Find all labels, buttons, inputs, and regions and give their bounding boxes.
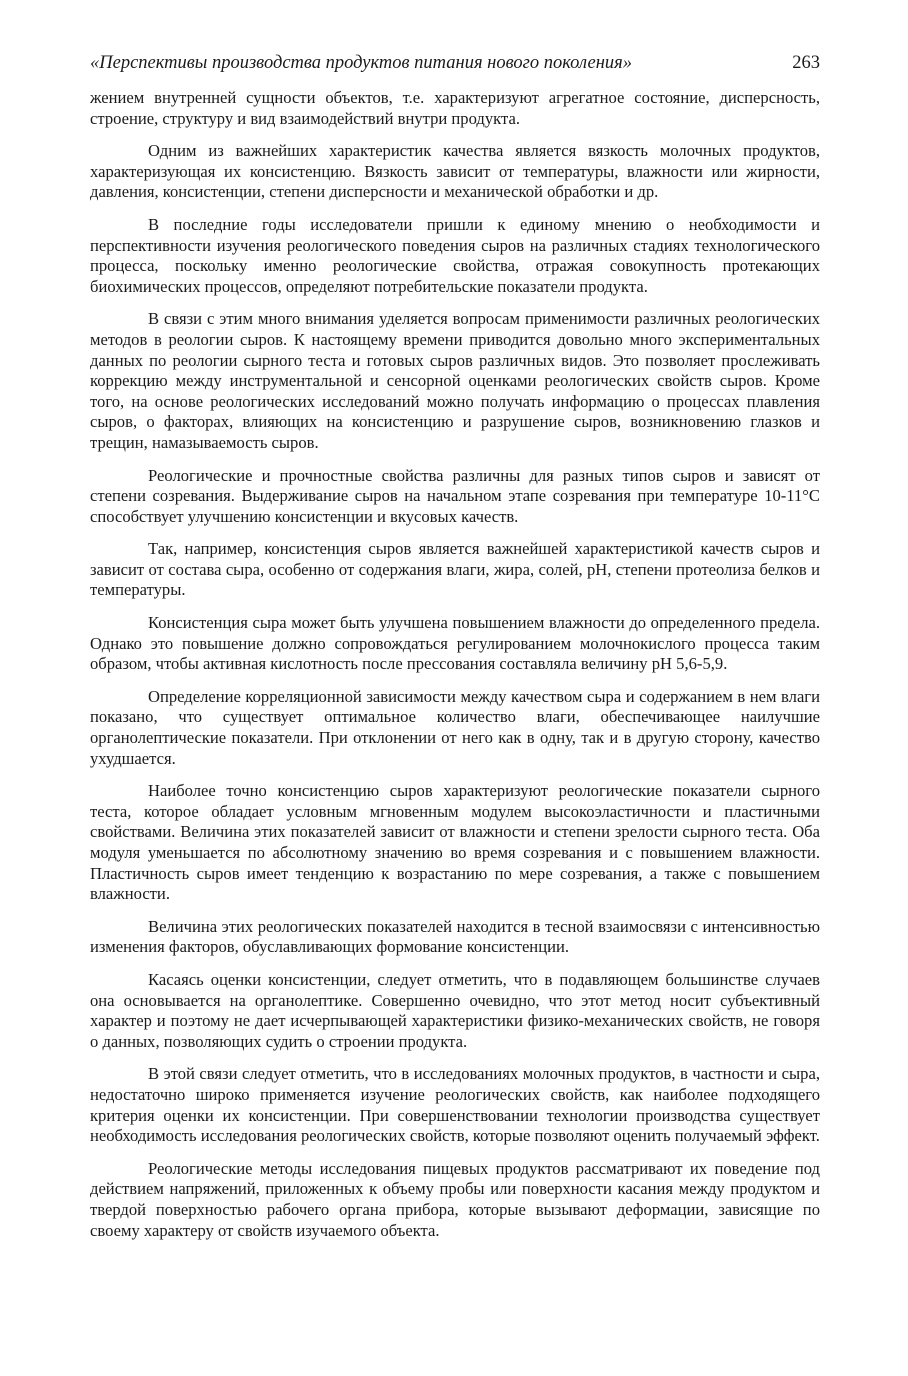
- running-header-title: «Перспективы производства продуктов питания нового поколения»: [90, 53, 632, 73]
- paragraph: Реологические и прочностные свойства различны для разных типов сыров и зависят от степени созревания. Выдерживание сыров на начальном этапе созревания при температуре 10-11°С способствует улучшению консистенции и вкусовых качеств.: [90, 465, 820, 526]
- body-text: [90, 88, 820, 1241]
- paragraph: В этой связи следует отметить, что в исследованиях молочных продуктов, в частности и сыра, недостаточно широко применяется изучение реологических свойств, как наиболее подходящего критерия оценки их консистенции. При совершенствовании технологии производства существует необходимость исследования реологических свойств, которые позволяют оценить получаемый эффект.: [90, 1064, 820, 1146]
- paragraph: Одним из важнейших характеристик качества является вязкость молочных продуктов, характеризующая их консистенцию. Вязкость зависит от температуры, влажности или жирности, давления, консистенции, степени дисперсности и механической обработки и др.: [90, 141, 820, 202]
- paragraph: Так, например, консистенция сыров является важнейшей характеристикой качеств сыров и зависит от состава сыра, особенно от содержания влаги, жира, солей, pH, степени протеолиза белков и температуры.: [90, 539, 820, 600]
- paragraph: Консистенция сыра может быть улучшена повышением влажности до определенного предела. Однако это повышение должно сопровождаться регулированием молочнокислого процесса таким образом, чтобы активная кислотность после прессования составляла величину pH 5,6-5,9.: [90, 613, 820, 674]
- paragraph: Величина этих реологических показателей находится в тесной взаимосвязи с интенсивностью изменения факторов, обуславливающих формование консистенции.: [90, 916, 820, 957]
- paragraph: В связи с этим много внимания уделяется вопросам применимости различных реологических методов в реологии сыров. К настоящему времени приводится довольно много экспериментальных данных по реологии сырного теста и готовых сыров различных видов. Это позволяет прослеживать коррекцию между инструментальной и сенсорной оценками реологических свойств сыров. Кроме того, на основе реологических исследований можно получать информацию о процессах плавления сыров, о факторах, влияющих на консистенцию и разрушение сыров, возникновению глазков и трещин, намазываемость сыров.: [90, 309, 820, 452]
- page-number: 263: [792, 53, 820, 73]
- paragraph: Касаясь оценки консистенции, следует отметить, что в подавляющем большинстве случаев она основывается на органолептике. Совершенно очевидно, что этот метод носит субъективный характер и поэтому не дает исчерпывающей характеристики физико-механических свойств, не говоря о данных, позволяющих судить о строении продукта.: [90, 969, 820, 1051]
- paragraph: Наиболее точно консистенцию сыров характеризуют реологические показатели сырного теста, которое обладает условным мгновенным модулем высокоэластичности и пластичными свойствами. Величина этих показателей зависит от влажности и степени зрелости сырного теста. Оба модуля уменьшается по абсолютному значению во время созревания и с повышением влажности. Пластичность сыров имеет тенденцию к возрастанию по мере созревания, а также с повышением влажности.: [90, 781, 820, 904]
- paragraph: Определение корреляционной зависимости между качеством сыра и содержанием в нем влаги показано, что существует оптимальное количество влаги, обеспечивающее наилучшие органолептические показатели. При отклонении от него как в одну, так и в другую сторону, качество ухудшается.: [90, 686, 820, 768]
- paragraph: Реологические методы исследования пищевых продуктов рассматривают их поведение под действием напряжений, приложенных к объему пробы или поверхности касания между продуктом и твердой поверхностью рабочего органа прибора, которые вызывают деформации, зависящие по своему характеру от свойств изучаемого объекта.: [90, 1158, 820, 1240]
- running-header: [90, 52, 820, 74]
- paragraph-continued: жением внутренней сущности объектов, т.е. характеризуют агрегатное состояние, дисперсность, строение, структуру и вид взаимодействий внутри продукта.: [90, 88, 820, 128]
- paragraph: В последние годы исследователи пришли к единому мнению о необходимости и перспективности изучения реологического поведения сыров на различных стадиях технологического процесса, поскольку именно реологические свойства, отражая совокупность протекающих биохимических процессов, определяют потребительские показатели продукта.: [90, 214, 820, 296]
- document-page: [90, 52, 820, 1253]
